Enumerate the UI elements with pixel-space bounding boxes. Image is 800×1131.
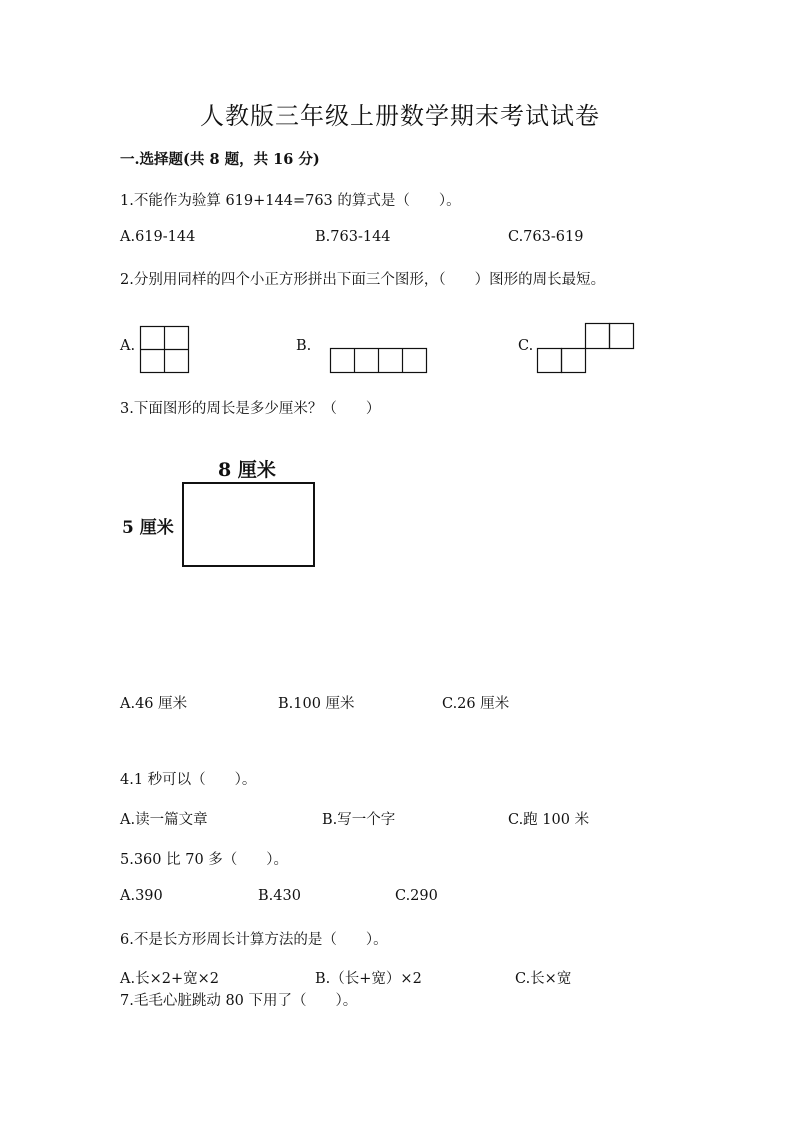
q3-option-b: B.100 厘米 [278, 696, 355, 712]
q2-label-b: B. [296, 338, 312, 354]
q1-option-c: C.763-619 [508, 229, 584, 245]
q3-option-c: C.26 厘米 [442, 696, 510, 712]
q4-option-a: A.读一篇文章 [120, 812, 208, 828]
q5-option-b: B.430 [258, 888, 301, 904]
q4-option-b: B.写一个字 [322, 812, 396, 828]
rect-top-label: 8 厘米 [218, 459, 276, 481]
q5-option-c: C.290 [395, 888, 438, 904]
q2-label-c: C. [518, 338, 534, 354]
question-2: 2.分别用同样的四个小正方形拼出下面三个图形，（ ）图形的周长最短。 [120, 272, 606, 288]
q6-option-c: C.长×宽 [515, 971, 572, 987]
q6-option-b: B.（长+宽）×2 [315, 971, 422, 987]
shape-a-square-grid [140, 326, 190, 374]
question-6: 6.不是长方形周长计算方法的是（ ）。 [120, 932, 388, 948]
q4-option-c: C.跑 100 米 [508, 812, 590, 828]
question-4: 4.1 秒可以（ ）。 [120, 772, 257, 788]
q1-option-a: A.619-144 [120, 229, 196, 245]
page-title: 人教版三年级上册数学期末考试试卷 [200, 102, 600, 130]
q3-option-a: A.46 厘米 [120, 696, 188, 712]
question-1: 1.不能作为验算 619+144=763 的算式是（ ）。 [120, 193, 461, 209]
rect-side-label: 5 厘米 [122, 518, 174, 538]
question-3: 3.下面图形的周长是多少厘米？（ ） [120, 401, 381, 417]
q6-option-a: A.长×2+宽×2 [120, 971, 219, 987]
shape-c-staircase [537, 323, 637, 375]
question-7: 7.毛毛心脏跳动 80 下用了（ ）。 [120, 993, 358, 1009]
question-5: 5.360 比 70 多（ ）。 [120, 852, 289, 868]
shape-b-row-of-four [330, 348, 430, 374]
q5-option-a: A.390 [120, 888, 163, 904]
rectangle-figure [182, 482, 316, 568]
q2-label-a: A. [120, 338, 136, 354]
q1-option-b: B.763-144 [315, 229, 391, 245]
section-heading: 一.选择题(共 8 题，共 16 分) [120, 151, 320, 168]
